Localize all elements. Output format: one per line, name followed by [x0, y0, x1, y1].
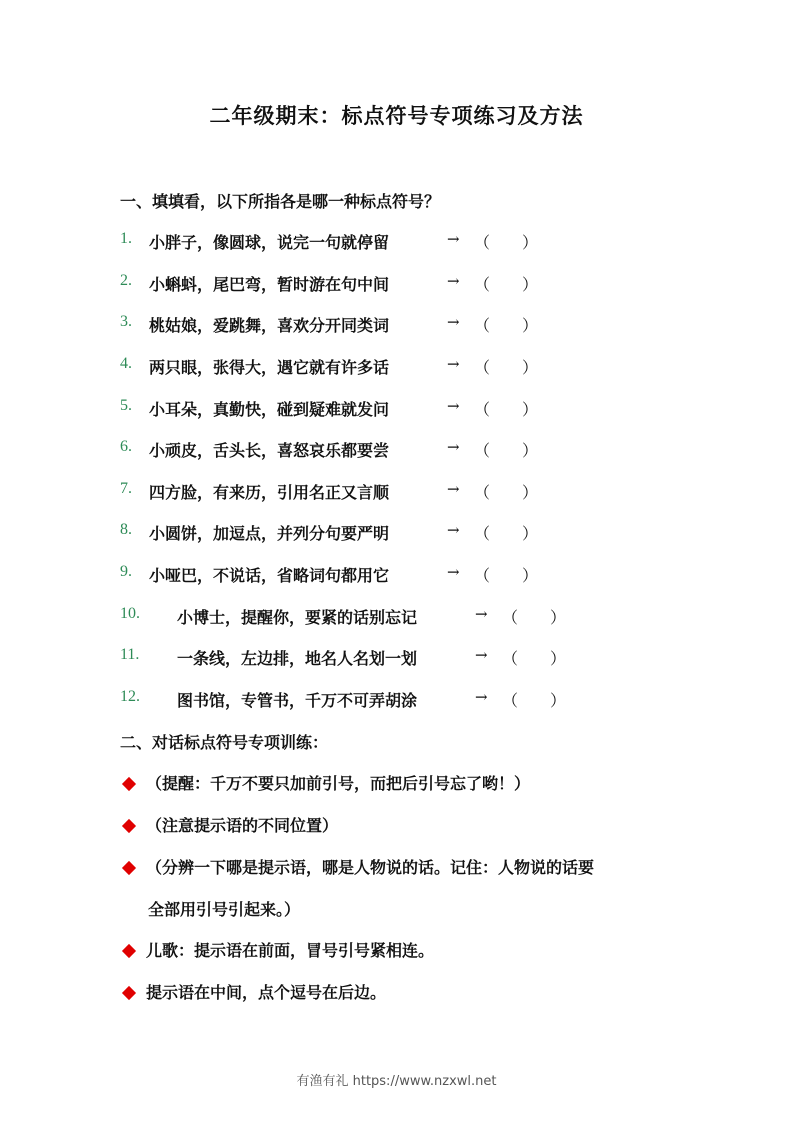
arrow-icon: → [447, 230, 460, 248]
question-text: 两只眼，张得大，遇它就有许多话 [149, 358, 390, 377]
question-number: 12. [120, 688, 140, 705]
arrow-icon: → [447, 355, 460, 373]
answer-blank: （ ） [474, 566, 539, 585]
question-text: 四方脸，有来历，引用名正又言顺 [149, 483, 390, 502]
question-number: 4. [120, 355, 132, 372]
question-text: 小顽皮，舌头长，喜怒哀乐都要尝 [149, 441, 390, 460]
question-text: 小蝌蚪，尾巴弯，暂时游在句中间 [149, 275, 390, 294]
note-text: （分辨一下哪是提示语，哪是人物说的话。记住：人物说的话要 [146, 858, 595, 877]
question-text: 小哑巴，不说话，省略词句都用它 [149, 566, 390, 585]
question-number: 2. [120, 272, 132, 289]
answer-blank: （ ） [474, 483, 539, 502]
diamond-bullet-icon [122, 860, 136, 874]
question-text: 小圆饼，加逗点，并列分句要严明 [149, 524, 390, 543]
question-text: 小博士，提醒你，要紧的话别忘记 [177, 608, 418, 627]
question-number: 8. [120, 521, 132, 538]
note-item [120, 938, 434, 961]
question-number: 5. [120, 397, 132, 414]
footer-watermark: 有渔有礼 https://www.nzxwl.net [296, 1074, 497, 1089]
note-item [120, 855, 594, 878]
note-item [120, 771, 530, 794]
arrow-icon: → [475, 646, 488, 664]
question-number: 3. [120, 313, 132, 330]
answer-blank: （ ） [474, 524, 539, 543]
answer-blank: （ ） [474, 316, 539, 335]
arrow-icon: → [475, 605, 488, 623]
answer-blank: （ ） [502, 649, 567, 668]
question-number: 10. [120, 605, 140, 622]
question-text: 图书馆，专管书，千万不可弄胡涂 [177, 691, 418, 710]
question-number: 7. [120, 480, 132, 497]
note-item [120, 980, 386, 1003]
note-text: 儿歌：提示语在前面，冒号引号紧相连。 [146, 941, 435, 960]
section-1-heading: 一、填填看，以下所指各是哪一种标点符号？ [120, 192, 441, 211]
answer-blank: （ ） [474, 275, 539, 294]
question-text: 一条线，左边排，地名人名划一划 [177, 649, 418, 668]
question-text: 小胖子，像圆球，说完一句就停留 [149, 233, 390, 252]
note-continuation: 全部用引号引起来。） [148, 900, 301, 919]
question-number: 1. [120, 230, 132, 247]
answer-blank: （ ） [474, 233, 539, 252]
answer-blank: （ ） [502, 608, 567, 627]
section-2-heading: 二、对话标点符号专项训练： [120, 733, 329, 752]
arrow-icon: → [447, 272, 460, 290]
question-number: 6. [120, 438, 132, 455]
question-number: 11. [120, 646, 140, 663]
note-text: （提醒：千万不要只加前引号，而把后引号忘了哟！） [146, 774, 531, 793]
note-text: （注意提示语的不同位置） [146, 816, 339, 835]
arrow-icon: → [475, 688, 488, 706]
note-item [120, 813, 338, 836]
arrow-icon: → [447, 480, 460, 498]
question-number: 9. [120, 563, 132, 580]
question-text: 小耳朵，真勤快，碰到疑难就发问 [149, 400, 390, 419]
arrow-icon: → [447, 438, 460, 456]
diamond-bullet-icon [122, 943, 136, 957]
arrow-icon: → [447, 563, 460, 581]
answer-blank: （ ） [502, 691, 567, 710]
page-title: 二年级期末：标点符号专项练习及方法 [209, 103, 584, 128]
diamond-bullet-icon [122, 818, 136, 832]
diamond-bullet-icon [122, 776, 136, 790]
arrow-icon: → [447, 521, 460, 539]
answer-blank: （ ） [474, 358, 539, 377]
arrow-icon: → [447, 313, 460, 331]
answer-blank: （ ） [474, 400, 539, 419]
note-text: 提示语在中间，点个逗号在后边。 [146, 983, 387, 1002]
diamond-bullet-icon [122, 985, 136, 999]
question-text: 桃姑娘，爱跳舞，喜欢分开同类词 [149, 316, 390, 335]
arrow-icon: → [447, 397, 460, 415]
answer-blank: （ ） [474, 441, 539, 460]
